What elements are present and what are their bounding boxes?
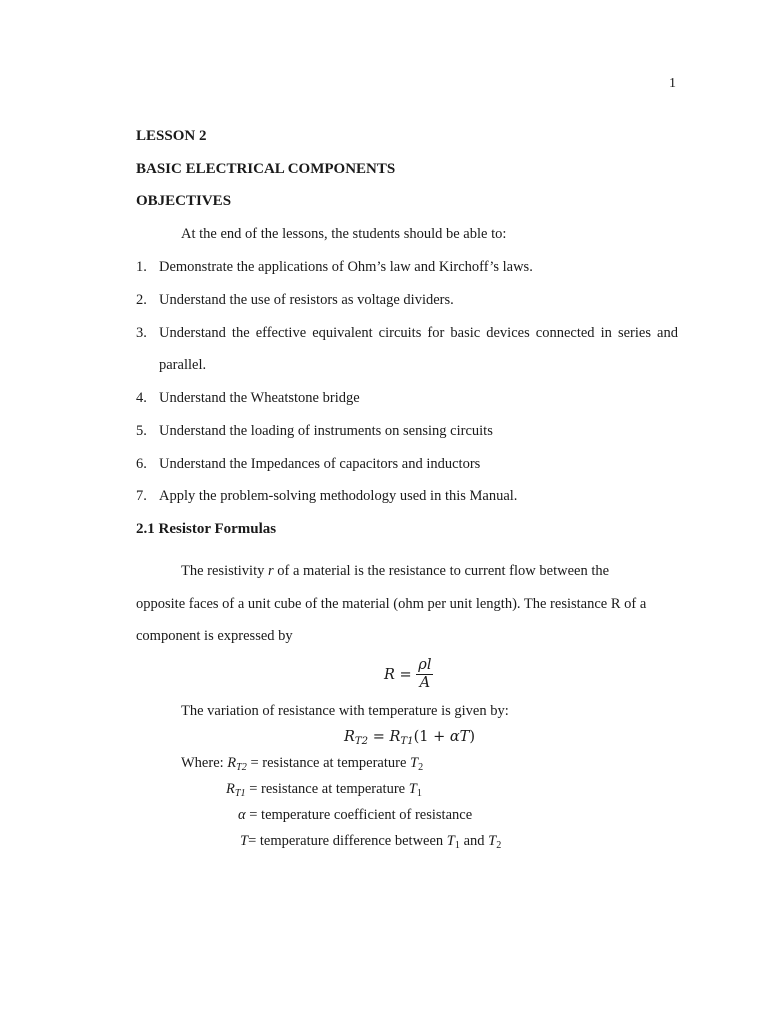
definition-line	[181, 755, 423, 773]
paragraph-line: opposite faces of a unit cube of the material (ohm per unit length). The resistance R of a	[136, 596, 647, 612]
definition-variable: T	[408, 781, 417, 797]
objectives-heading: OBJECTIVES	[136, 193, 232, 209]
formula-numerator: ρl	[416, 658, 433, 675]
list-item-number: 6.	[136, 456, 147, 472]
paragraph-line: component is expressed by	[136, 628, 293, 644]
formula-lhs: R	[384, 666, 395, 683]
list-item-continuation: parallel.	[159, 357, 207, 373]
definition-variable: T	[410, 755, 419, 771]
list-item: Understand the Impedances of capacitors and inductors	[159, 456, 481, 472]
list-item-number: 7.	[136, 488, 147, 504]
list-item-number: 3.	[136, 325, 147, 341]
definition-variable: T	[446, 833, 455, 849]
definition-line	[238, 807, 472, 824]
definition-line	[240, 833, 501, 851]
objectives-intro: At the end of the lessons, the students should be able to:	[181, 226, 507, 242]
list-item: Understand the Wheatstone bridge	[159, 390, 360, 406]
definition-text: = resistance at temperature	[246, 755, 411, 771]
list-item-number: 1.	[136, 259, 147, 275]
definition-variable: T	[488, 833, 497, 849]
variation-text: The variation of resistance with temperature is given by:	[181, 703, 509, 719]
formula-T: T	[459, 729, 470, 745]
formula-rhs-subscript: T1	[400, 736, 414, 748]
definition-variable-subscript: 1	[454, 840, 460, 852]
formula-rhs: R	[389, 729, 401, 745]
definition-subscript: T1	[234, 788, 246, 800]
definition-symbol: α	[238, 807, 246, 823]
formula-paren-close: )	[469, 729, 476, 745]
definition-line	[226, 781, 422, 799]
list-item: Understand the use of resistors as voltage dividers.	[159, 292, 454, 308]
definition-variable-subscript: 2	[418, 762, 424, 774]
list-item: Understand the effective equivalent circuits for basic devices connected in series and	[159, 325, 678, 341]
where-label: Where:	[181, 755, 228, 771]
list-item: Demonstrate the applications of Ohm’s law and Kirchoff’s laws.	[159, 259, 533, 275]
formula-lhs: R	[344, 729, 355, 745]
definition-symbol: R	[226, 781, 235, 797]
list-item-number: 5.	[136, 423, 147, 439]
page-number: 1	[669, 76, 676, 91]
formula-equals: =	[368, 729, 390, 745]
formula-paren-open: (1 +	[413, 729, 450, 745]
formula-fraction	[416, 658, 433, 691]
resistance-formula	[384, 658, 433, 691]
definition-subscript: T2	[236, 762, 247, 774]
definition-text: and	[459, 833, 489, 849]
definition-variable-subscript: 2	[496, 840, 502, 852]
paragraph-line	[181, 563, 609, 580]
list-item-number: 4.	[136, 390, 147, 406]
formula-alpha: α	[449, 729, 460, 745]
formula-denominator: A	[419, 675, 431, 692]
definition-variable-subscript: 1	[416, 788, 422, 800]
lesson-subtitle: BASIC ELECTRICAL COMPONENTS	[136, 161, 396, 177]
section-heading: 2.1 Resistor Formulas	[136, 521, 277, 537]
definition-text: = temperature difference between	[248, 833, 447, 849]
list-item: Understand the loading of instruments on sensing circuits	[159, 423, 493, 439]
list-item: Apply the problem-solving methodology used in this Manual.	[159, 488, 518, 504]
definition-text: = temperature coefficient of resistance	[245, 807, 473, 823]
list-item-number: 2.	[136, 292, 147, 308]
lesson-title: LESSON 2	[136, 128, 207, 144]
formula-lhs-subscript: T2	[354, 736, 369, 748]
temperature-formula	[344, 729, 475, 747]
definition-symbol: T	[240, 833, 249, 849]
definition-text: = resistance at temperature	[245, 781, 409, 797]
paragraph-text: The resistivity	[181, 563, 268, 579]
formula-equals: =	[394, 666, 417, 683]
resistivity-symbol: r	[268, 563, 274, 579]
paragraph-text: of a material is the resistance to current flow between the	[273, 563, 610, 579]
definition-symbol: R	[227, 755, 237, 771]
